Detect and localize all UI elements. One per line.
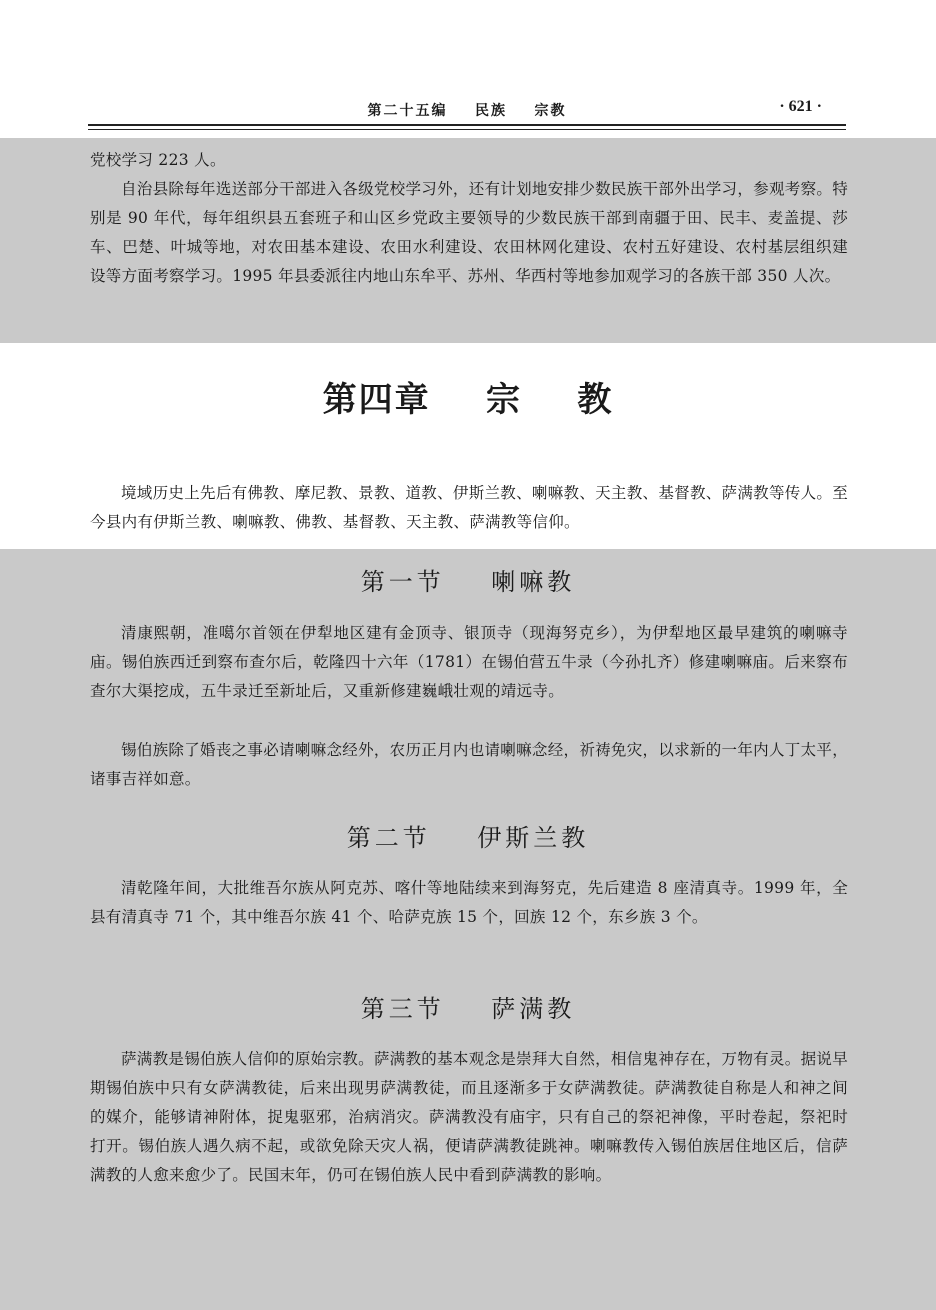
section-title-islam: 第二节 伊斯兰教 [346,824,590,852]
header-rule-thick [88,124,846,126]
continued-paragraph-1: 党校学习 223 人。 [90,151,226,169]
chapter-intro: 境域历史上先后有佛教、摩尼教、景教、道教、伊斯兰教、喇嘛教、天主教、基督教、萨满教等传人。至今县内有伊斯兰教、喇嘛教、佛教、基督教、天主教、萨满教等信仰。 [90,484,848,531]
page-header [88,96,846,132]
section-1-paragraph-1: 清康熙朝，准噶尔首领在伊犁地区建有金顶寺、银顶寺（现海努克乡），为伊犁地区最早建筑的喇嘛寺庙。锡伯族西迁到察布查尔后，乾隆四十六年（1781）在锡伯营五牛录（今孙扎齐）修建喇嘛庙。后来察布查尔大渠挖成，五牛录迁至新址后，又重新修建巍峨壮观的靖远寺。 [90,624,848,700]
section-2-paragraph-1: 清乾隆年间，大批维吾尔族从阿克苏、喀什等地陆续来到海努克，先后建造 8 座清真寺。1999 年，全县有清真寺 71 个，其中维吾尔族 41 个、哈萨克族 15 个，回族 12 个，东乡族 3 个。 [90,879,848,926]
running-head: 第二十五编 民族 宗教 [367,103,567,119]
continued-paragraph-2: 自治县除每年选送部分干部进入各级党校学习外，还有计划地安排少数民族干部外出学习，参观考察。特别是 90 年代，每年组织县五套班子和山区乡党政主要领导的少数民族干部到南疆于田、民丰、麦盖提、莎车、巴楚、叶城等地，对农田基本建设、农田水利建设、农田林网化建设、农村五好建设、农村基层组织建设等方面考察学习。1995 年县委派往内地山东牟平、苏州、华西村等地参加观学习的各族干部 350 人次。 [90,180,848,285]
chapter-title: 第四章 宗 教 [322,380,614,420]
section-title-shamanism: 第三节 萨满教 [360,995,576,1023]
header-rule-thin [88,129,846,130]
section-title-lamaism: 第一节 喇嘛教 [360,568,576,596]
page-number: · 621 · [779,98,822,115]
section-3-paragraph-1: 萨满教是锡伯族人信仰的原始宗教。萨满教的基本观念是崇拜大自然，相信鬼神存在，万物有灵。据说早期锡伯族中只有女萨满教徒，后来出现男萨满教徒，而且逐渐多于女萨满教徒。萨满教徒自称是人和神之间的媒介，能够请神附体，捉鬼驱邪，治病消灾。萨满教没有庙宇，只有自己的祭祀神像，平时卷起，祭祀时打开。锡伯族人遇久病不起，或欲免除天灾人祸，便请萨满教徒跳神。喇嘛教传入锡伯族居住地区后，信萨满教的人愈来愈少了。民国末年，仍可在锡伯族人民中看到萨满教的影响。 [90,1050,848,1184]
section-1-paragraph-2: 锡伯族除了婚丧之事必请喇嘛念经外，农历正月内也请喇嘛念经，祈祷免灾，以求新的一年内人丁太平，诸事吉祥如意。 [90,741,848,788]
